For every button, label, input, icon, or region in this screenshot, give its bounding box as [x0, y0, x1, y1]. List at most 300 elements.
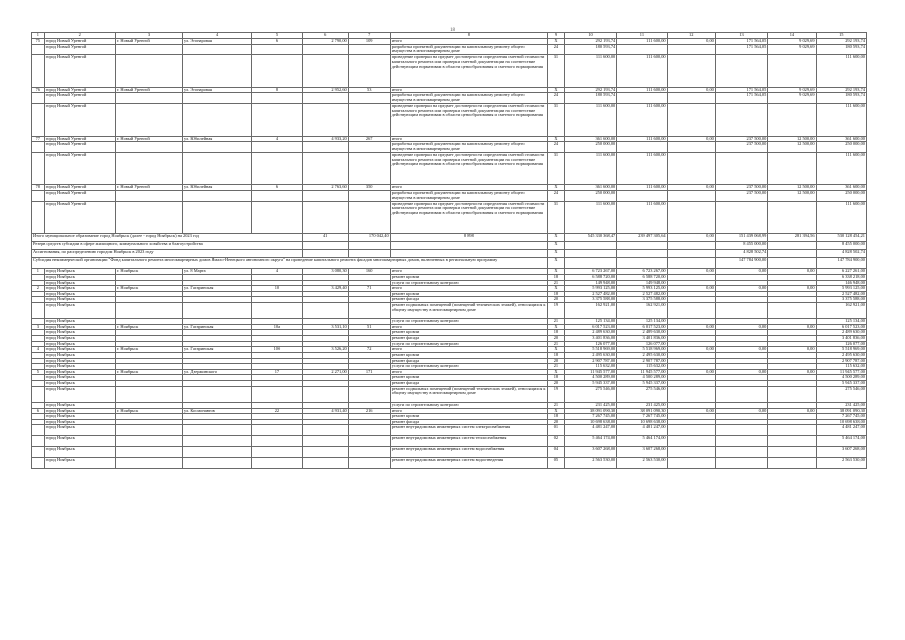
- final-cost-cell: 2 527 482,00: [816, 291, 866, 297]
- total-cost-cell: 162 921,00: [564, 303, 616, 319]
- column-number: 15: [816, 33, 866, 39]
- final-cost-cell: 11 945 577,00: [816, 369, 866, 375]
- fund-cost-cell: 6 017 523,00: [617, 324, 667, 330]
- work-code-cell: X: [548, 39, 565, 45]
- work-type-cell: ремонт подвальных помещений (помещений технических этажей), относящихся к общему имуществу в многоквартирном доме: [390, 386, 547, 402]
- work-type-cell: ремонт внутридомовых инженерных систем водоотведения: [390, 457, 547, 468]
- settlement-cell: г. Ноябрьск: [115, 269, 182, 275]
- fund-cost-cell: 6 588 720,00: [617, 274, 667, 280]
- total-cost-cell: 292 193,74: [564, 87, 616, 93]
- house-number-cell: [252, 436, 302, 447]
- work-type-cell: ремонт фасада: [390, 336, 547, 342]
- table-row: [32, 201, 867, 233]
- municipality-cell: город Ноябрьск: [44, 280, 115, 286]
- row-number: 1: [32, 269, 45, 275]
- owners-cell: 0,00: [715, 286, 767, 292]
- summary-area: 170 042,40: [348, 234, 390, 242]
- row-number: 2: [32, 286, 45, 292]
- area-cell: [302, 93, 348, 104]
- work-code-cell: 18: [548, 375, 565, 381]
- municipality-cell: город Ноябрьск: [44, 386, 115, 402]
- municipality-cell: город Новый Уренгой: [44, 39, 115, 45]
- municipality-cell: город Ноябрьск: [44, 269, 115, 275]
- work-code-cell: X: [548, 347, 565, 353]
- total-cost-cell: 3 607 268,00: [564, 446, 616, 457]
- municipality-cell: город Ноябрьск: [44, 352, 115, 358]
- table-row: [32, 303, 867, 319]
- area-cell: [302, 142, 348, 153]
- budget-cell: 0,00: [667, 87, 715, 93]
- fund-cost-cell: 2 563 530,00: [617, 457, 667, 468]
- municipality-cell: город Ноябрьск: [44, 408, 115, 414]
- house-number-cell: [252, 425, 302, 436]
- area-cell: [302, 303, 348, 319]
- owners-cell: 237 500,00: [715, 136, 767, 142]
- final-cost-cell: 115 632,00: [816, 364, 866, 370]
- residents-cell: [348, 142, 390, 153]
- column-number: 4: [183, 33, 252, 39]
- work-code-cell: X: [548, 408, 565, 414]
- municipality-cell: город Ноябрьск: [44, 274, 115, 280]
- total-cost-cell: 292 193,74: [564, 39, 616, 45]
- column-number: 8: [390, 33, 547, 39]
- work-code-cell: 18: [548, 352, 565, 358]
- summary-residents: 8 898: [390, 234, 547, 242]
- fund-cost-cell: 111 600,00: [617, 136, 667, 142]
- summary-x: X: [548, 234, 565, 242]
- summary-local: [768, 250, 816, 258]
- final-cost-cell: 2 907 787,00: [816, 358, 866, 364]
- fund-cost-cell: 7 267 745,00: [617, 414, 667, 420]
- work-type-cell: итого: [390, 369, 547, 375]
- budget-cell: [667, 457, 715, 468]
- work-code-cell: 02: [548, 436, 565, 447]
- street-cell: [183, 303, 252, 319]
- local-cell: [768, 201, 816, 233]
- settlement-cell: г. Ноябрьск: [115, 324, 182, 330]
- street-cell: ул. Эгонаровая: [183, 39, 252, 45]
- local-cell: [768, 153, 816, 185]
- street-cell: [183, 191, 252, 202]
- house-number-cell: [252, 457, 302, 468]
- owners-cell: [715, 386, 767, 402]
- summary-budget: 0,00: [667, 234, 715, 242]
- area-cell: [302, 457, 348, 468]
- municipality-cell: город Ноябрьск: [44, 364, 115, 370]
- area-cell: 2 952,60: [302, 87, 348, 93]
- local-cell: 9 029,69: [768, 44, 816, 55]
- total-cost-cell: 111 600,00: [564, 55, 616, 87]
- total-cost-cell: 180 593,74: [564, 93, 616, 104]
- budget-cell: 0,00: [667, 185, 715, 191]
- settlement-cell: [115, 425, 182, 436]
- final-cost-cell: 275 546,00: [816, 386, 866, 402]
- total-cost-cell: 231 425,00: [564, 402, 616, 408]
- area-cell: [302, 446, 348, 457]
- summary-area: [348, 242, 390, 250]
- work-type-cell: ремонт фасада: [390, 381, 547, 387]
- street-cell: [183, 142, 252, 153]
- budget-cell: 0,00: [667, 286, 715, 292]
- work-code-cell: 20: [548, 336, 565, 342]
- owners-cell: 0,00: [715, 369, 767, 375]
- settlement-cell: [115, 153, 182, 185]
- table-body: [32, 33, 867, 469]
- final-cost-cell: 250 000,00: [816, 191, 866, 202]
- work-type-cell: услуги по строительному контролю: [390, 364, 547, 370]
- column-number: 9: [548, 33, 565, 39]
- owners-cell: 171 564,05: [715, 87, 767, 93]
- owners-cell: 171 564,05: [715, 39, 767, 45]
- work-type-cell: проведение проверки на предмет достоверности определения сметной стоимости капитального ремонта или проверки сметной документации на соответствие действующим нормативам в области ценообразования и сметного нормирования: [390, 153, 547, 185]
- summary-label: Итого муниципальное образование город Ноябрьск (далее - город Ноябрьск) на 2023 год: [32, 234, 303, 242]
- final-cost-cell: 38 091 090,30: [816, 408, 866, 414]
- work-code-cell: 01: [548, 425, 565, 436]
- local-cell: 12 500,00: [768, 191, 816, 202]
- table-row: [32, 44, 867, 55]
- summary-fund: [617, 242, 667, 250]
- row-number: [32, 191, 45, 202]
- municipality-cell: город Новый Уренгой: [44, 87, 115, 93]
- budget-cell: 0,00: [667, 347, 715, 353]
- column-number: 2: [44, 33, 115, 39]
- work-type-cell: ремонт фасада: [390, 297, 547, 303]
- settlement-cell: [115, 457, 182, 468]
- work-code-cell: X: [548, 369, 565, 375]
- budget-cell: [667, 446, 715, 457]
- residents-cell: [348, 93, 390, 104]
- area-cell: [302, 386, 348, 402]
- work-type-cell: ремонт фасада: [390, 419, 547, 425]
- total-cost-cell: 125 134,00: [564, 319, 616, 325]
- residents-cell: 171: [348, 369, 390, 375]
- street-cell: ул. Гагаринская: [183, 347, 252, 353]
- work-code-cell: X: [548, 185, 565, 191]
- fund-cost-cell: 10 698 638,00: [617, 419, 667, 425]
- fund-cost-cell: 111 600,00: [617, 87, 667, 93]
- final-cost-cell: 111 600,00: [816, 201, 866, 233]
- residents-cell: 51: [348, 324, 390, 330]
- house-number-cell: [252, 153, 302, 185]
- total-cost-cell: 6 588 720,00: [564, 274, 616, 280]
- budget-cell: [667, 191, 715, 202]
- municipality-cell: город Ноябрьск: [44, 446, 115, 457]
- fund-cost-cell: 111 600,00: [617, 104, 667, 136]
- column-number: 1: [32, 33, 45, 39]
- total-cost-cell: 111 600,00: [564, 153, 616, 185]
- municipality-cell: город Ноябрьск: [44, 436, 115, 447]
- house-number-cell: 6: [252, 185, 302, 191]
- residents-cell: [348, 436, 390, 447]
- total-cost-cell: 5 464 174,00: [564, 436, 616, 447]
- municipality-cell: город Новый Уренгой: [44, 104, 115, 136]
- work-type-cell: итого: [390, 324, 547, 330]
- fund-cost-cell: 115 632,00: [617, 364, 667, 370]
- summary-row: [32, 234, 867, 242]
- street-cell: ул. Юбилейная: [183, 136, 252, 142]
- final-cost-cell: 231 425,00: [816, 402, 866, 408]
- summary-budget: [667, 250, 715, 258]
- column-number: 13: [715, 33, 767, 39]
- municipality-cell: город Новый Уренгой: [44, 93, 115, 104]
- budget-cell: [667, 436, 715, 447]
- budget-cell: [667, 93, 715, 104]
- budget-cell: [667, 153, 715, 185]
- final-cost-cell: 180 593,74: [816, 44, 866, 55]
- final-cost-cell: 292 193,74: [816, 87, 866, 93]
- row-number: [32, 93, 45, 104]
- work-code-cell: 24: [548, 191, 565, 202]
- row-number: 6: [32, 408, 45, 414]
- local-cell: [768, 55, 816, 87]
- local-cell: 0,00: [768, 369, 816, 375]
- street-cell: ул. Дзержинского: [183, 369, 252, 375]
- area-cell: 2 271,00: [302, 369, 348, 375]
- house-number-cell: 10а: [252, 324, 302, 330]
- area-cell: 3 080,30: [302, 269, 348, 275]
- subsidy-total: 147 784 900,00: [715, 258, 767, 269]
- final-cost-cell: 250 000,00: [816, 142, 866, 153]
- municipality-cell: город Ноябрьск: [44, 457, 115, 468]
- total-cost-cell: 6 017 523,00: [564, 324, 616, 330]
- work-code-cell: 19: [548, 386, 565, 402]
- summary-area: [348, 250, 390, 258]
- budget-cell: 0,00: [667, 324, 715, 330]
- house-number-cell: [252, 93, 302, 104]
- area-cell: 2 790,00: [302, 39, 348, 45]
- street-cell: [183, 44, 252, 55]
- area-cell: 3 429,40: [302, 286, 348, 292]
- row-number: 4: [32, 347, 45, 353]
- residents-cell: [348, 446, 390, 457]
- work-code-cell: X: [548, 286, 565, 292]
- column-number: 10: [564, 33, 616, 39]
- municipality-cell: город Ноябрьск: [44, 297, 115, 303]
- house-number-cell: 10б: [252, 347, 302, 353]
- final-cost-cell: 361 600,00: [816, 185, 866, 191]
- local-cell: [768, 104, 816, 136]
- settlement-cell: [115, 191, 182, 202]
- column-number: 3: [115, 33, 182, 39]
- house-number-cell: [252, 386, 302, 402]
- fund-cost-cell: 149 948,00: [617, 280, 667, 286]
- total-cost-cell: 10 698 638,00: [564, 419, 616, 425]
- house-number-cell: 10: [252, 286, 302, 292]
- row-number: [32, 142, 45, 153]
- final-cost-cell: 5 945 337,00: [816, 381, 866, 387]
- municipality-cell: город Новый Уренгой: [44, 191, 115, 202]
- area-cell: [302, 104, 348, 136]
- work-code-cell: 21: [548, 364, 565, 370]
- fund-cost-cell: [617, 44, 667, 55]
- residents-cell: 267: [348, 136, 390, 142]
- total-cost-cell: 111 600,00: [564, 104, 616, 136]
- house-number-cell: [252, 142, 302, 153]
- row-number: [32, 446, 45, 457]
- owners-cell: 237 500,00: [715, 191, 767, 202]
- total-cost-cell: 2 489 630,00: [564, 330, 616, 336]
- total-cost-cell: 361 600,00: [564, 185, 616, 191]
- row-number: 77: [32, 136, 45, 142]
- municipality-cell: город Новый Уренгой: [44, 185, 115, 191]
- municipality-cell: город Ноябрьск: [44, 336, 115, 342]
- budget-cell: [667, 386, 715, 402]
- summary-final: 4 828 502,74: [816, 250, 866, 258]
- work-code-cell: 21: [548, 402, 565, 408]
- row-number: [32, 55, 45, 87]
- local-cell: 0,00: [768, 269, 816, 275]
- settlement-cell: [115, 446, 182, 457]
- residents-cell: 72: [348, 347, 390, 353]
- summary-label: Ассигнования, по распределению городом Ноябрьск в 2023 году: [32, 250, 303, 258]
- owners-cell: [715, 201, 767, 233]
- work-code-cell: X: [548, 324, 565, 330]
- summary-row: [32, 250, 867, 258]
- total-cost-cell: 115 632,00: [564, 364, 616, 370]
- work-type-cell: ремонт внутридомовых инженерных систем электроснабжения: [390, 425, 547, 436]
- work-code-cell: X: [548, 136, 565, 142]
- total-cost-cell: 180 593,74: [564, 44, 616, 55]
- settlement-cell: [115, 44, 182, 55]
- settlement-cell: г. Ноябрьск: [115, 408, 182, 414]
- table-row: [32, 425, 867, 436]
- local-cell: 9 029,69: [768, 39, 816, 45]
- owners-cell: 0,00: [715, 347, 767, 353]
- settlement-cell: [115, 142, 182, 153]
- municipality-cell: город Новый Уренгой: [44, 136, 115, 142]
- house-number-cell: [252, 191, 302, 202]
- municipality-cell: город Ноябрьск: [44, 375, 115, 381]
- owners-cell: 237 500,00: [715, 142, 767, 153]
- local-cell: 12 500,00: [768, 136, 816, 142]
- final-cost-cell: 6 338 218,00: [816, 274, 866, 280]
- total-cost-cell: 149 948,00: [564, 280, 616, 286]
- column-number: 11: [617, 33, 667, 39]
- residents-cell: 53: [348, 87, 390, 93]
- row-number: 3: [32, 324, 45, 330]
- residents-cell: 71: [348, 286, 390, 292]
- street-cell: [183, 153, 252, 185]
- local-cell: [768, 457, 816, 468]
- local-cell: 9 029,69: [768, 87, 816, 93]
- work-code-cell: 19: [548, 303, 565, 319]
- summary-budget: [667, 242, 715, 250]
- column-number: 6: [302, 33, 348, 39]
- row-number: 76: [32, 87, 45, 93]
- residents-cell: [348, 55, 390, 87]
- fund-cost-cell: [617, 142, 667, 153]
- street-cell: [183, 201, 252, 233]
- area-cell: 3 526,20: [302, 347, 348, 353]
- table-row: [32, 55, 867, 87]
- final-cost-cell: 6 227 261,00: [816, 269, 866, 275]
- fund-cost-cell: 162 921,00: [617, 303, 667, 319]
- total-cost-cell: 111 600,00: [564, 201, 616, 233]
- street-cell: [183, 104, 252, 136]
- work-type-cell: разработка проектной документации на капитальному ремонту общего имущества в многоквартирном доме: [390, 142, 547, 153]
- subsidy-c10: [564, 258, 616, 269]
- street-cell: [183, 386, 252, 402]
- work-code-cell: 18: [548, 330, 565, 336]
- work-type-cell: услуги по строительному контролю: [390, 402, 547, 408]
- capital-repair-table: [31, 32, 867, 469]
- row-number: [32, 303, 45, 319]
- owners-cell: [715, 55, 767, 87]
- budget-cell: [667, 201, 715, 233]
- final-cost-cell: 7 267 745,00: [816, 414, 866, 420]
- street-cell: ул. 8 Марта: [183, 269, 252, 275]
- total-cost-cell: 6 723 267,00: [564, 269, 616, 275]
- total-cost-cell: 250 000,00: [564, 191, 616, 202]
- house-number-cell: 6: [252, 39, 302, 45]
- street-cell: ул. Гагаринская: [183, 324, 252, 330]
- municipality-cell: город Ноябрьск: [44, 341, 115, 347]
- budget-cell: [667, 55, 715, 87]
- fund-cost-cell: 3 401 836,00: [617, 336, 667, 342]
- summary-row: [32, 242, 867, 250]
- final-cost-cell: 3 401 836,00: [816, 336, 866, 342]
- municipality-cell: город Ноябрьск: [44, 324, 115, 330]
- total-cost-cell: 126 077,00: [564, 341, 616, 347]
- settlement-cell: [115, 386, 182, 402]
- summary-owners: 151 439 068,99: [715, 234, 767, 242]
- total-cost-cell: 2 527 482,00: [564, 291, 616, 297]
- final-cost-cell: 6 017 523,00: [816, 324, 866, 330]
- work-type-cell: ремонт внутридомовых инженерных систем теплоснабжения: [390, 436, 547, 447]
- summary-x: X: [548, 242, 565, 250]
- final-cost-cell: 5 464 174,00: [816, 436, 866, 447]
- street-cell: ул. Космонавтов: [183, 408, 252, 414]
- summary-fund: 239 497 305,64: [617, 234, 667, 242]
- work-code-cell: 31: [548, 55, 565, 87]
- street-cell: ул. Юбилейная: [183, 185, 252, 191]
- area-cell: [302, 436, 348, 447]
- house-number-cell: 4: [252, 136, 302, 142]
- fund-cost-cell: [617, 191, 667, 202]
- total-cost-cell: 361 600,00: [564, 136, 616, 142]
- settlement-cell: г. Новый Уренгой: [115, 87, 182, 93]
- local-cell: 0,00: [768, 347, 816, 353]
- municipality-cell: город Ноябрьск: [44, 330, 115, 336]
- fund-cost-cell: 275 546,00: [617, 386, 667, 402]
- fund-cost-cell: 5 993 125,00: [617, 286, 667, 292]
- owners-cell: [715, 436, 767, 447]
- fund-cost-cell: 111 600,00: [617, 185, 667, 191]
- municipality-cell: город Ноябрьск: [44, 347, 115, 353]
- house-number-cell: [252, 55, 302, 87]
- work-type-cell: итого: [390, 408, 547, 414]
- house-number-cell: [252, 44, 302, 55]
- work-code-cell: X: [548, 87, 565, 93]
- municipality-cell: город Ноябрьск: [44, 358, 115, 364]
- settlement-cell: г. Ноябрьск: [115, 347, 182, 353]
- residents-cell: 216: [348, 408, 390, 414]
- work-type-cell: услуги по строительному контролю: [390, 341, 547, 347]
- total-cost-cell: 5 945 337,00: [564, 381, 616, 387]
- total-cost-cell: 3 375 588,00: [564, 297, 616, 303]
- budget-cell: [667, 142, 715, 153]
- summary-local: [768, 242, 816, 250]
- subsidy-c12: [667, 258, 715, 269]
- work-code-cell: 31: [548, 201, 565, 233]
- work-code-cell: 20: [548, 381, 565, 387]
- summary-owners: 8 455 000,00: [715, 242, 767, 250]
- street-cell: [183, 93, 252, 104]
- final-cost-cell: 126 077,00: [816, 341, 866, 347]
- summary-residents: [390, 250, 547, 258]
- local-cell: [768, 425, 816, 436]
- work-type-cell: ремонт подвальных помещений (помещений технических этажей), относящихся к общему имуществу в многоквартирном доме: [390, 303, 547, 319]
